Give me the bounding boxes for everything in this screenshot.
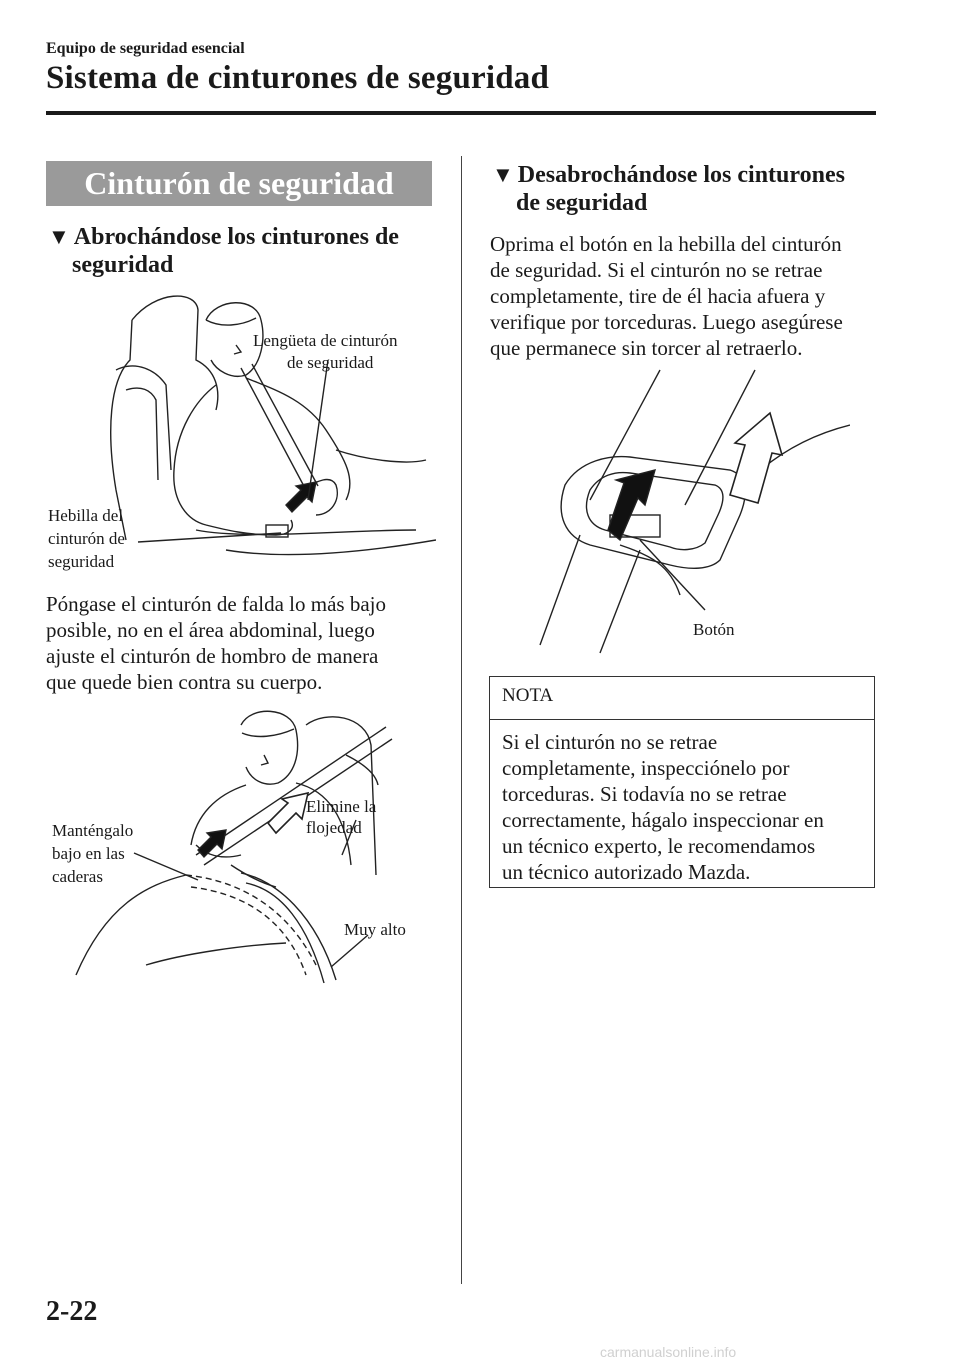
tongue-label-line2: de seguridad <box>287 353 374 372</box>
fastening-paragraph-line: posible, no en el área abdominal, luego <box>46 618 375 642</box>
page-number: 2-22 <box>46 1296 98 1327</box>
tongue-label-line1: Lengüeta de cinturón <box>253 331 398 350</box>
hips-label-line3: caderas <box>52 867 103 886</box>
fastening-paragraph-line: Póngase el cinturón de falda lo más bajo <box>46 592 386 616</box>
buckle-label-line1: Hebilla del <box>48 506 124 525</box>
title-divider <box>46 111 876 115</box>
column-divider <box>461 156 462 1284</box>
fastening-heading-line1: Abrochándose los cinturones de <box>73 224 399 250</box>
section-banner: Cinturón de seguridad <box>46 161 432 206</box>
fastening-paragraph <box>46 591 446 695</box>
unfastening-heading <box>492 160 845 190</box>
down-triangle-icon: ▼ <box>48 224 70 249</box>
unfastening-paragraph <box>490 231 890 361</box>
note-line: un técnico autorizado Mazda. <box>502 860 751 884</box>
note-box <box>489 676 875 888</box>
watermark[interactable]: carmanualsonline.info <box>600 1344 737 1360</box>
hips-label-line2: bajo en las <box>52 844 125 863</box>
unfastening-heading-line2: de seguridad <box>516 190 648 216</box>
unfastening-paragraph-line: verifique por torceduras. Luego asegúrese <box>490 310 843 334</box>
fastening-paragraph-line: ajuste el cinturón de hombro de manera <box>46 644 379 668</box>
buckle-release-illustration <box>520 365 850 655</box>
note-line: un técnico experto, le recomendamos <box>502 834 816 858</box>
button-label: Botón <box>693 620 735 639</box>
fastening-paragraph-line: que quede bien contra su cuerpo. <box>46 670 323 694</box>
slack-label-line2: flojedad <box>306 818 362 837</box>
unfastening-paragraph-line: Oprima el botón en la hebilla del cinturón <box>490 232 842 256</box>
note-line: Si el cinturón no se retrae <box>502 730 718 754</box>
note-line: completamente, inspecciónelo por <box>502 756 790 780</box>
note-text <box>502 729 862 885</box>
too-high-label: Muy alto <box>344 920 406 939</box>
down-triangle-icon: ▼ <box>492 162 514 187</box>
hips-label-line1: Manténgalo <box>52 821 134 840</box>
note-title: NOTA <box>502 685 554 706</box>
slack-label-line1: Elimine la <box>306 797 377 816</box>
unfastening-paragraph-line: que permanece sin torcer al retraerlo. <box>490 336 803 360</box>
note-line: correctamente, hágalo inspeccionar en <box>502 808 824 832</box>
note-divider <box>490 719 874 720</box>
unfastening-paragraph-line: de seguridad. Si el cinturón no se retrae <box>490 258 823 282</box>
note-line: torceduras. Si todavía no se retrae <box>502 782 787 806</box>
buckle-label-line2: cinturón de <box>48 529 125 548</box>
buckle-label-line3: seguridad <box>48 552 115 571</box>
unfastening-paragraph-line: completamente, tire de él hacia afuera y <box>490 284 826 308</box>
breadcrumb: Equipo de seguridad esencial <box>46 40 245 57</box>
fastening-heading <box>48 222 399 252</box>
unfastening-heading-line1: Desabrochándose los cinturones <box>517 162 845 188</box>
page-title: Sistema de cinturones de seguridad <box>46 60 550 96</box>
fastening-heading-line2: seguridad <box>72 252 174 278</box>
